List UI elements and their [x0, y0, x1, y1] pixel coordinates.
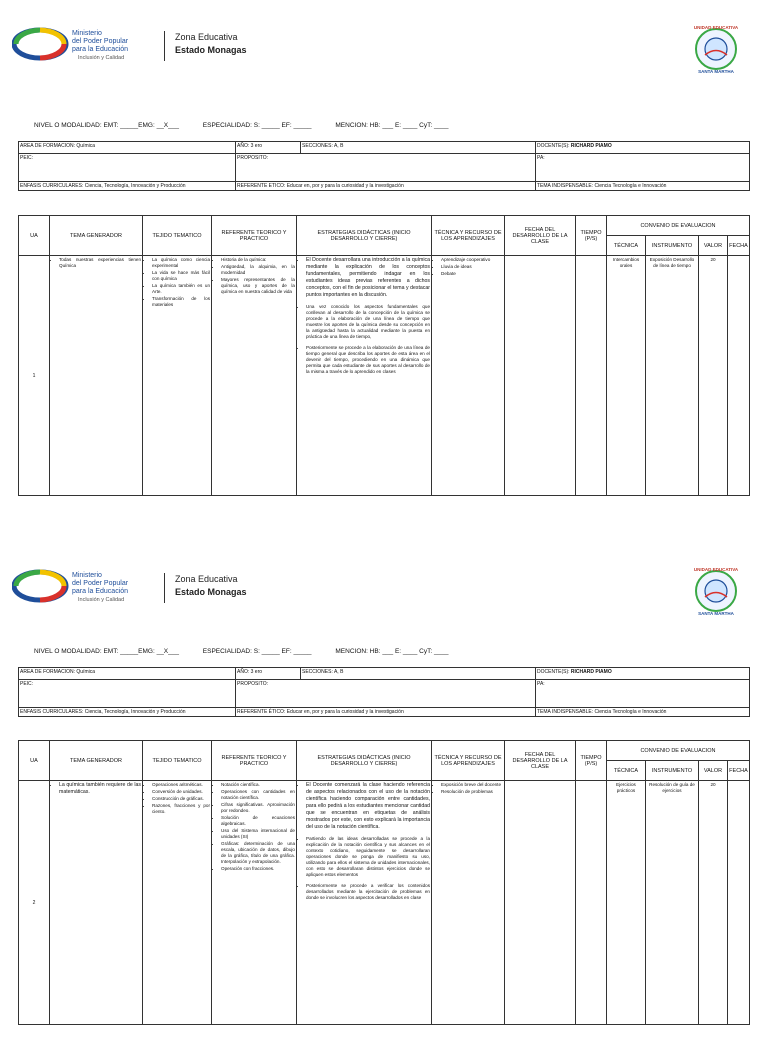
nivel-modalidad-line: NIVEL O MODALIDAD: EMT: _____EMG: __X___ ESPECIALIDAD: S: _____ EF: _____ MENCION: HB: ___ E: ____ CyT: ____ — [34, 648, 449, 655]
planning-table-1: UA TEMA GENERADOR TEJIDO TEMATICO REFERENTE TEORICO Y PRACTICO ESTRATEGIAS DIDÁCTICAS (INICIO DESARROLLO Y CIERRE) TÉCNICA Y RECURSO DE LOS APRENDIZAJES FECHA DEL DESARROLLO DE LA CLASE TIEMPO (P/S) CONVENIO DE EVALUACION TÉCNICA INSTRUMENTO VALOR FECHA 1 • Todas nuestras experiencias tienen Química • La química como ciencia experimental • La vida se hace más fácil con química • La química también es un Arte. • Transformación de los materiales • Historia de la química: • Antigüedad, la alquimia, en la modernidad • Mayores representantes de la química, uso y aportes de la química en nuestra calidad de vida • El Docente desarrollara una introducción a la química mediante la explicación de los conceptos fundamentales, permitiendo indagar en los estudiantes ideas previas referentes a dichos conceptos, con el fin de posicionar el tema y destacar puntos importantes en la discusión. • Una vez conocido los aspectos fundamentales que conllevan al desarrollo de la concepción de la química se procede a la elaboración de una línea de tiempo que muestre los aportes de la química desde su concepción en la antigüedad hasta la actualidad mediante la puesta en práctica de una línea de tiempo, • Posteriormente se procede a la elaboración de una línea de tiempo general que describa los aportes de esta área en el devenir del tiempo, procediendo en una dinámica que permita que cada estudiante de sus aportes al desarrollo de la misma a través de lo aprendido en clases • Aprendizaje cooperativo • Lluvia de ideas • Debate Intercambios orales Exposición Desarrollo de línea de tiempo 20 — [18, 215, 750, 496]
svg-text:UNIDAD EDUCATIVA: UNIDAD EDUCATIVA — [693, 567, 739, 572]
svg-text:Ministerio: Ministerio — [72, 572, 102, 579]
planning-table-2: UA TEMA GENERADOR TEJIDO TEMATICO REFERENTE TEORICO Y PRACTICO ESTRATEGIAS DIDÁCTICAS (INICIO DESARROLLO Y CIERRE) TÉCNICA Y RECURSO DE LOS APRENDIZAJES FECHA DEL DESARROLLO DE LA CLASE TIEMPO (P/S) CONVENIO DE EVALUACION TÉCNICA INSTRUMENTO VALOR FECHA 2 • La química también requiere de las matemáticas. • Operaciones aritméticas. • Conversión de unidades. • Construcción de gráficas. • Razones, fracciones y por ciento. • Notación científica. • Operaciones con cantidades en notación científica. • Cifras significativas. Aproximación por redondeo. • Solución de ecuaciones algebraicas. • Uso del Sistema internacional de unidades (SI) • Gráficas: determinación de una escala, ubicación de datos, dibujo de la gráfica, título de una gráfica. Interpolación y extrapolación. • Operación con fracciones. • El Docente comenzará la clase haciendo referencia de aspectos relacionados con el uso de la notación científica haciendo comparación entre cantidades, para ello pedirá a los estudiantes mencionar cantidad que se encuentran en etiquetas de análisis mostrados por este, con esto explicará la importancia del uso de la notación científica. • Partiendo de las ideas desarrolladas se procede a la explicación de la notación científica y sus alcances en el contexto cotidiano, seguidamente se desarrollaran operaciones donde se ponga de manifiesto su uso, utilizando para ellos el sistema de unidades internacionales, con esto se desarrollaran distintos ejercicios donde se apliquen estos elementos • Posteriormente se procede a verificar los contenidos desarrollados mediante la ejercitación de problemas en donde se involucren los aspectos desarrollados en clase • Exposición breve del docente • Resolución de problemas Ejercicios prácticos Resolución de guía de ejercicios 20 — [18, 740, 750, 1025]
svg-text:SANTA MARTHA: SANTA MARTHA — [698, 69, 734, 74]
unidad-educativa-seal-icon — [690, 564, 742, 616]
zona-educativa: Zona Educativa Estado Monagas — [164, 573, 247, 603]
svg-text:para la Educación: para la Educación — [72, 46, 129, 53]
ministerio-logo-icon — [12, 24, 172, 64]
page-1 — [0, 0, 768, 512]
page-2 — [0, 542, 768, 1054]
nivel-modalidad-line: NIVEL O MODALIDAD: EMT: _____EMG: __X___ ESPECIALIDAD: S: _____ EF: _____ MENCION: HB: ___ E: ____ CyT: ____ — [34, 122, 449, 129]
svg-text:UNIDAD EDUCATIVA: UNIDAD EDUCATIVA — [693, 25, 739, 30]
svg-text:del Poder Popular: del Poder Popular — [72, 580, 129, 587]
zona-educativa: Zona Educativa Estado Monagas — [164, 31, 247, 61]
svg-text:del Poder Popular: del Poder Popular — [72, 38, 129, 45]
svg-text:Inclusión y Calidad: Inclusión y Calidad — [78, 597, 125, 603]
info-table: AREA DE FORMACION: Química AÑO: 3 ero SECCIONES: A, B DOCENTE(S): RICHARD PIAMO PEIC: PROPOSITO: PA: ENFASIS CURRICULARES: Ciencia, Tecnología, Innovación y Producción REFERENTE ETICO: Educar en, por y para la curiosidad y la investigación TEMA INDISPENSABLE: Ciencia Tecnología e Innovación — [18, 141, 750, 191]
svg-text:Inclusión y Calidad: Inclusión y Calidad — [78, 55, 125, 61]
svg-text:para la Educación: para la Educación — [72, 588, 129, 595]
info-table: AREA DE FORMACION: Química AÑO: 3 ero SECCIONES: A, B DOCENTE(S): RICHARD PIAMO PEIC: PROPOSITO: PA: ENFASIS CURRICULARES: Ciencia, Tecnología, Innovación y Producción REFERENTE ÉTICO: Educar en, por y para la curiosidad y la investigación TEMA INDISPENSABLE: Ciencia Tecnología e Innovación — [18, 667, 750, 717]
svg-text:Ministerio: Ministerio — [72, 30, 102, 37]
ministerio-logo-icon — [12, 566, 172, 606]
svg-text:SANTA MARTHA: SANTA MARTHA — [698, 611, 734, 616]
unidad-educativa-seal-icon — [690, 22, 742, 74]
